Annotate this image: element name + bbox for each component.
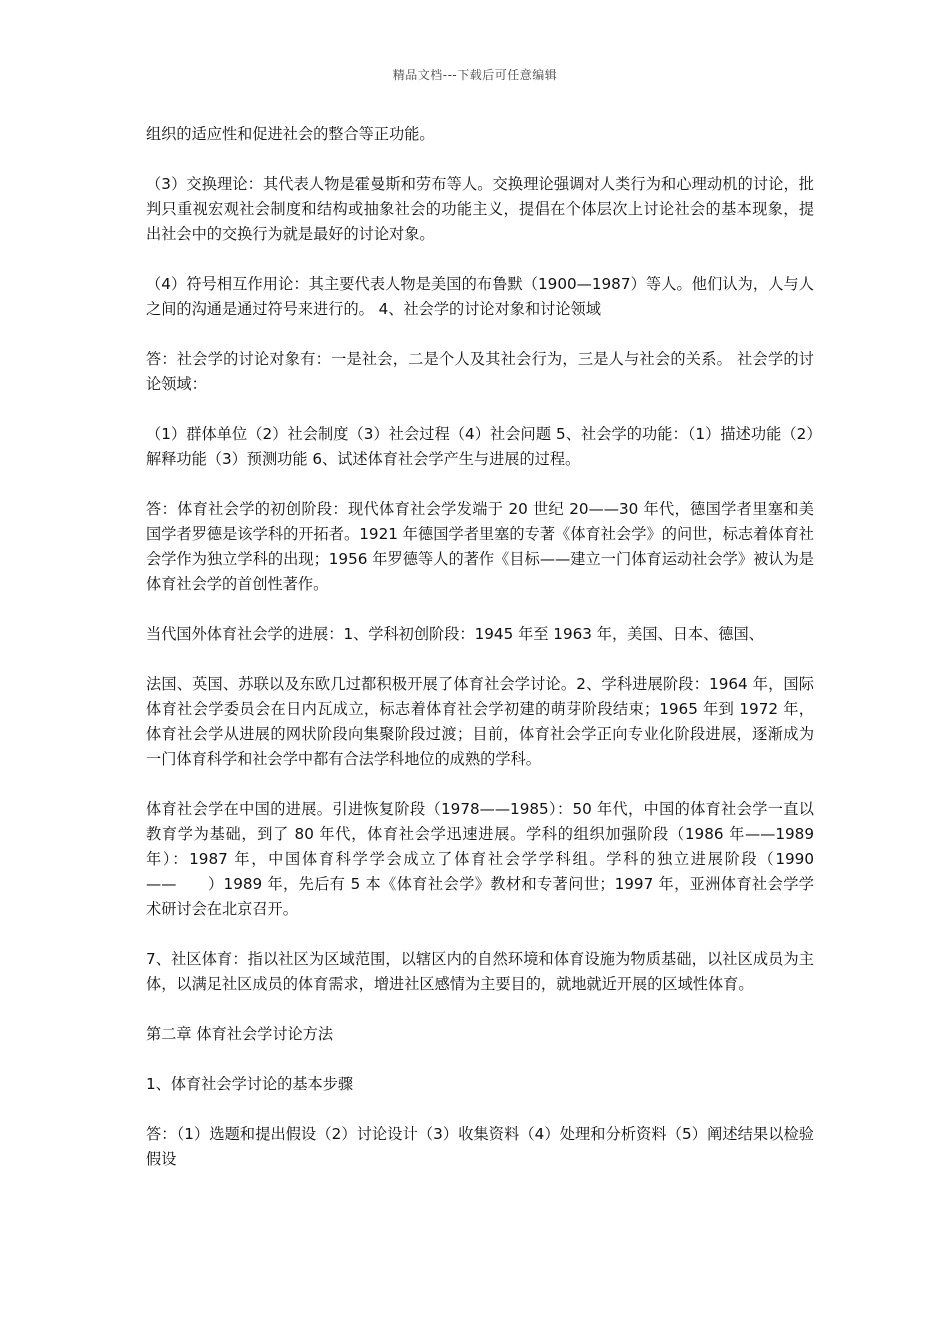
paragraph: （1）群体单位（2）社会制度（3）社会过程（4）社会问题 5、社会学的功能：（1）描述功能（2）解释功能（3）预测功能 6、试述体育社会学产生与进展的过程。 xyxy=(146,425,814,468)
paragraph: 答：社会学的讨论对象有：一是社会，二是个人及其社会行为，三是人与社会的关系。 社会学的讨论领域： xyxy=(146,350,814,393)
chapter-heading: 第二章 体育社会学讨论方法 xyxy=(146,1025,334,1043)
paragraph: 当代国外体育社会学的进展：1、学科初创阶段：1945 年至 1963 年，美国、日本、德国、 xyxy=(146,625,764,643)
section-heading: 1、体育社会学讨论的基本步骤 xyxy=(146,1075,354,1093)
paragraph: 答：（1）选题和提出假设（2）讨论设计（3）收集资料（4）处理和分析资料（5）阐述结果以检验假设 xyxy=(146,1125,814,1168)
paragraph: （4）符号相互作用论：其主要代表人物是美国的布鲁默（1900—1987）等人。他们认为，人与人之间的沟通是通过符号来进行的。 4、社会学的讨论对象和讨论领域 xyxy=(146,275,814,318)
paragraph: 组织的适应性和促进社会的整合等正功能。 xyxy=(146,125,435,143)
paragraph: 体育社会学在中国的进展。引进恢复阶段（1978——1985）：50 年代，中国的体育社会学一直以教育学为基础，到了 80 年代，体育社会学迅速进展。学科的组织加强阶段（1986 年——1989 年）：1987 年，中国体育科学学会成立了体育社会学学科组。学科的独立进展阶段（1990—— ）1989 年，先后有 5 本《体育社会学》教材和专著问世；1997 年，亚洲体育社会学学术研讨会在北京召开。 xyxy=(146,800,814,918)
paragraph: （3）交换理论：其代表人物是霍曼斯和劳布等人。交换理论强调对人类行为和心理动机的讨论，批判只重视宏观社会制度和结构或抽象社会的功能主义，提倡在个体层次上讨论社会的基本现象，提出社会中的交换行为就是最好的讨论对象。 xyxy=(146,175,814,243)
paragraph: 7、社区体育：指以社区为区域范围，以辖区内的自然环境和体育设施为物质基础，以社区成员为主体，以满足社区成员的体育需求，增进社区感情为主要目的，就地就近开展的区域性体育。 xyxy=(146,950,814,993)
paragraph: 法国、英国、苏联以及东欧几过都积极开展了体育社会学讨论。2、学科进展阶段：1964 年，国际体育社会学委员会在日内瓦成立，标志着体育社会学初建的萌芽阶段结束；1965 年到 1972 年，体育社会学从进展的网状阶段向集聚阶段过渡；目前，体育社会学正向专业化阶段进展，逐渐成为一门体育科学和社会学中都有合法学科地位的成熟的学科。 xyxy=(146,675,814,768)
page-header: 精品文档---下载后可任意编辑 xyxy=(392,68,558,82)
document-body xyxy=(146,122,814,1197)
paragraph: 答：体育社会学的初创阶段：现代体育社会学发端于 20 世纪 20——30 年代，德国学者里塞和美国学者罗德是该学科的开拓者。1921 年德国学者里塞的专著《体育社会学》的问世，标志着体育社会学作为独立学科的出现；1956 年罗德等人的著作《目标——建立一门体育运动社会学》被认为是体育社会学的首创性著作。 xyxy=(146,500,814,593)
